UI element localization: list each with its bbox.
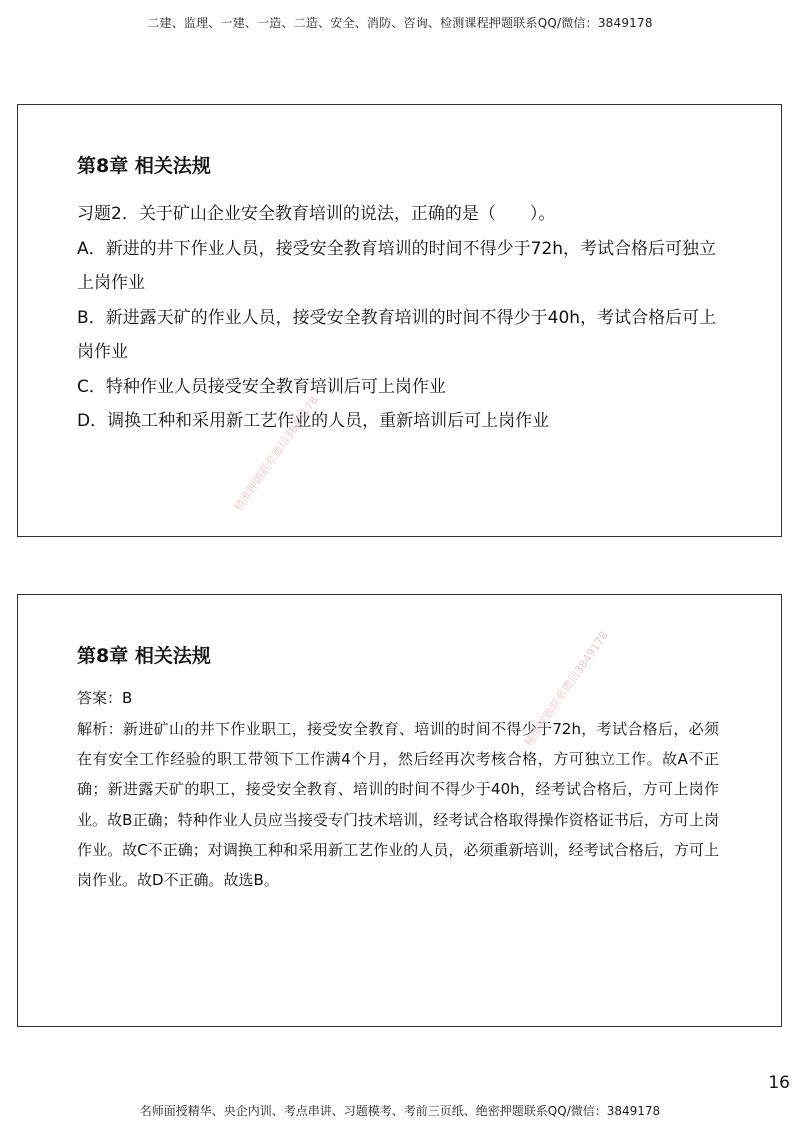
watermark: 精准押题联系微信3849178: [521, 628, 611, 749]
answer-slide: [17, 594, 782, 1027]
option-c: C．特种作业人员接受安全教育培训后可上岗作业: [77, 376, 446, 397]
question-body: [77, 197, 717, 439]
chapter-title: 第8章 相关法规: [77, 155, 211, 177]
chapter-title: 第8章 相关法规: [77, 645, 211, 667]
option-b: B．新进露天矿的作业人员，接受安全教育培训的时间不得少于40h，考试合格后可上岗作业: [77, 307, 717, 362]
page-footer-text: 名师面授精华、央企内训、考点串讲、习题模考、考前三页纸、绝密押题联系QQ/微信：3849178: [139, 1104, 661, 1118]
option-a: A．新进的井下作业人员，接受安全教育培训的时间不得少于72h，考试合格后可独立上岗作业: [77, 238, 717, 293]
answer-body: [77, 685, 719, 895]
page-number: 16: [768, 1073, 790, 1093]
page-header-text: 二建、监理、一建、一造、二造、安全、消防、咨询、检测课程押题联系QQ/微信：3849178: [147, 16, 653, 30]
question-stem: 习题2．关于矿山企业安全教育培训的说法，正确的是（ ）。: [77, 204, 556, 224]
answer-line: 答案：B: [77, 689, 133, 707]
analysis-text: 解析：新进矿山的井下作业职工，接受安全教育、培训的时间不得少于72h，考试合格后，必须在有安全工作经验的职工带领下工作满4个月，然后经再次考核合格，方可独立工作。故A不正确；新进露天矿的职工，接受安全教育、培训的时间不得少于40h，经考试合格后，方可上岗作业。故B正确；特种作业人员应当接受专门技术培训，经考试合格取得操作资格证书后，方可上岗作业。故C不正确；对调换工种和采用新工艺作业的人员，必须重新培训，经考试合格后，方可上岗作业。故D不正确。故选B。: [77, 720, 719, 890]
watermark: 精准押题联系微信3849178: [231, 393, 321, 514]
option-d: D．调换工种和采用新工艺作业的人员，重新培训后可上岗作业: [77, 411, 550, 431]
question-slide: [17, 104, 782, 537]
